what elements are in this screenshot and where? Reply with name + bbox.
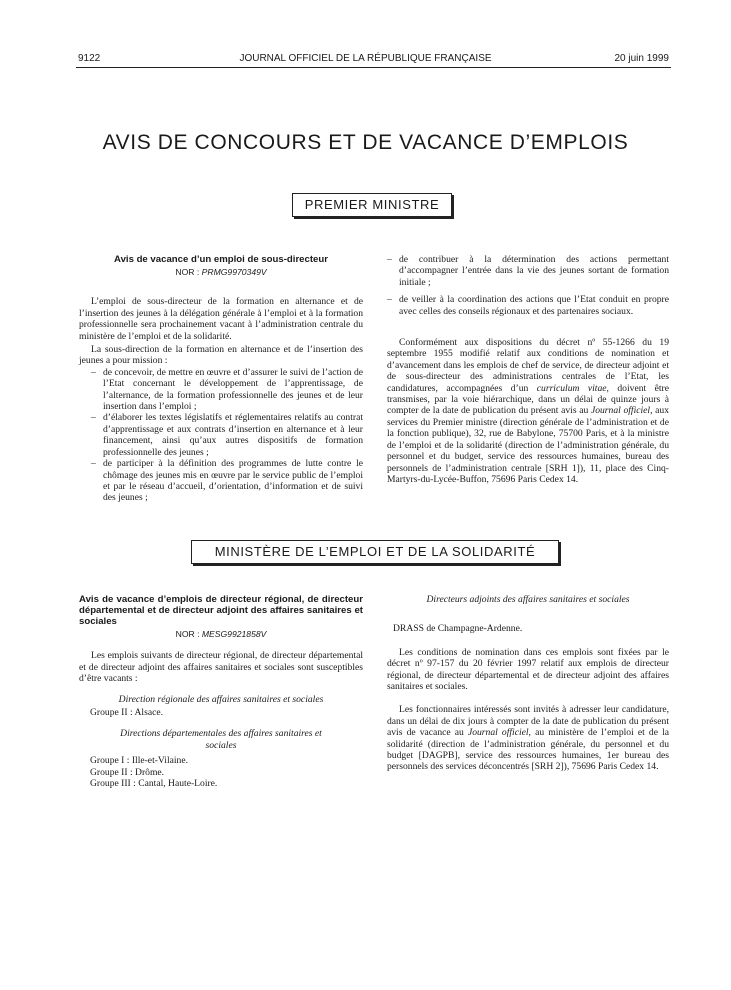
- nor-code: MESG9921858V: [201, 629, 267, 639]
- notice2-paragraph-2: Les conditions de nomination dans ces emplois sont fixées par le décret nº 97-157 du 20 février 1997 relatif aux emplois de directeur régional, de directeur départemental et de directeur adjoint des affaires sanitaires et sociales.: [387, 646, 669, 693]
- nor-code: PRMG9970349V: [201, 267, 267, 277]
- text-run: , aux services du Premier ministre (direction générale de l’administration et de la fonction publique), 32, rue de Babylone, 75700 Paris, et à la ministre de l’emploi et de la solidarité (direction de l’administration générale, du personnel et du budget, service des ressources humaines, bureau des personnels de l’administration centrale [SRH 1]), 11, place des Cinq-Martyrs-du-Lycée-Buffon, 75696 Paris Cedex 14.: [387, 405, 669, 485]
- text-run-italic: Journal officiel: [467, 727, 529, 739]
- notice1-heading: Avis de vacance d’un emploi de sous-directeur: [114, 254, 328, 265]
- list-item: Groupe II : Drôme.: [90, 766, 165, 778]
- header-rule: [76, 67, 671, 68]
- page-title: AVIS DE CONCOURS ET DE VACANCE D’EMPLOIS: [102, 131, 629, 154]
- list-item: Groupe I : Ille-et-Vilaine.: [90, 755, 188, 767]
- list-item: Groupe III : Cantal, Haute-Loire.: [90, 778, 218, 790]
- notice2-left-column: [79, 594, 363, 789]
- list-item: – de concevoir, de mettre en œuvre et d’assurer le suivi de l’action de l’Etat concernant le développement de l’apprentissage, de l’alternance, de la formation professionnelle des jeunes et de leur insertion dans l’emploi ;: [91, 367, 363, 413]
- section-title-ministere-emploi: MINISTÈRE DE L’EMPLOI ET DE LA SOLIDARITÉ: [191, 540, 559, 564]
- page-number: 9122: [78, 53, 101, 64]
- nor-label: NOR :: [175, 267, 200, 277]
- list-item: – de participer à la définition des programmes de lutte contre le chômage des jeunes mis en œuvre par le service public de l’emploi et par le réseau d’accueil, d’orientation, d’information et de suivi des jeunes ;: [91, 458, 363, 504]
- notice2-nor: [79, 629, 363, 640]
- list-item: – de veiller à la coordination des actions que l’Etat conduit en propre avec celles des conseils régionaux et des partenaires sociaux.: [387, 294, 669, 317]
- text-run-italic: curriculum vitae: [536, 382, 607, 394]
- notice1-paragraph-1: L’emploi de sous-directeur de la formation en alternance et de l’insertion des jeunes à la délégation générale à l’emploi et à la formation professionnelle sera prochainement vacant à l’administration centrale du ministère de l’emploi et de la solidarité.: [79, 296, 363, 342]
- notice1-right-column: [387, 254, 669, 485]
- notice2-paragraph-3: [387, 704, 669, 772]
- notice2-heading: Avis de vacance d’emplois de directeur régional, de directeur départemental et de directeur adjoint des affaires sanitaires et sociales: [79, 594, 363, 627]
- nor-label: NOR :: [175, 629, 200, 639]
- notice2-paragraph-1: Les emplois suivants de directeur régional, de directeur départemental et de directeur adjoint des affaires sanitaires et sociales sont susceptibles d’être vacants :: [79, 650, 363, 685]
- issue-date: 20 juin 1999: [614, 53, 669, 64]
- notice1-mission-list-continued: [387, 254, 669, 317]
- notice1-mission-list: [91, 367, 363, 504]
- notice1-nor: [79, 267, 363, 278]
- notice1-paragraph-2: La sous-direction de la formation en alternance et de l’insertion des jeunes a pour mission :: [79, 344, 363, 367]
- text-run: , doivent être transmises, par la voie hiérarchique, dans un délai de quinze jours à compter de la date de publication du présent avis au: [387, 382, 669, 417]
- list-item: Groupe II : Alsace.: [90, 707, 163, 719]
- notice1-left-column: [79, 254, 363, 504]
- subheading-departemental: Directions départementales des affaires sanitaires et sociales: [120, 728, 322, 751]
- journal-title: JOURNAL OFFICIEL DE LA RÉPUBLIQUE FRANÇAISE: [239, 53, 492, 64]
- subheading-adjoints: Directeurs adjoints des affaires sanitaires et sociales: [426, 594, 630, 605]
- text-run: Les fonctionnaires intéressés sont invités à adresser leur candidature, dans un délai de dix jours à compter de la date de publication du présent avis de vacance au: [387, 704, 669, 739]
- text-run: , au ministère de l’emploi et de la solidarité (direction de l’administration générale, du personnel et du budget [DAGPB], service des ressources humaines, 1er bureau des personnels des services déconcentrés [SRH 2]), 75696 Paris Cedex 14.: [387, 727, 670, 773]
- list-item: – de contribuer à la détermination des actions permettant d’accompagner l’entrée dans la vie des jeunes sortant de formation initiale ;: [387, 254, 669, 288]
- notice1-paragraph-3: [387, 337, 669, 485]
- list-item: DRASS de Champagne-Ardenne.: [393, 623, 523, 635]
- subheading-regional: Direction régionale des affaires sanitaires et sociales: [118, 693, 324, 705]
- text-run-italic: Journal officiel: [590, 405, 651, 417]
- section-title-premier-ministre: PREMIER MINISTRE: [292, 193, 452, 217]
- notice2-right-column: [387, 594, 669, 773]
- list-item: – d’élaborer les textes législatifs et réglementaires relatifs au contrat d’apprentissage et aux contrats d’insertion en alternance et à leur financement, ainsi qu’aux autres dispositifs de formation professionnelle des jeunes ;: [91, 412, 363, 458]
- text-run: Conformément aux dispositions du décret nº 55-1266 du 19 septembre 1955 modifié relatif aux conditions de nomination et d’avancement dans les emplois de chef de service, de directeur adjoint et de sous-directeur des administrations centrales de l’Etat, les candidatures, accompagnées d’un: [387, 337, 669, 394]
